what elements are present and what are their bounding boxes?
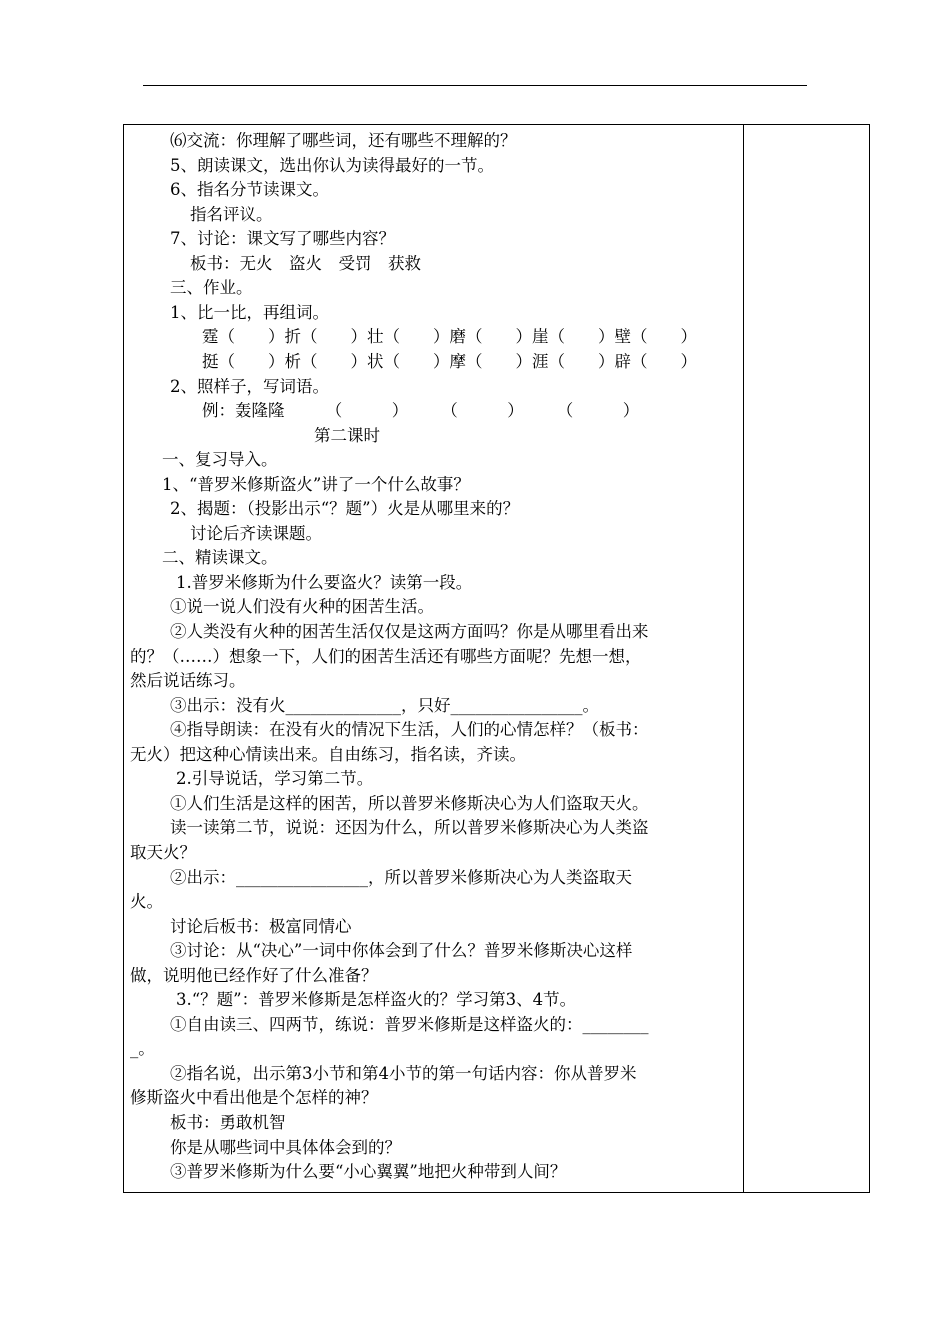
text-line: ③普罗米修斯为什么要“小心翼翼”地把火种带到人间？	[170, 1162, 567, 1182]
text-line: 2、揭题：（投影出示“？题”）火是从哪里来的？	[170, 499, 520, 519]
text-line: ①人们生活是这样的困苦，所以普罗米修斯决心为人们盗取天火。	[170, 793, 649, 813]
text-line: 2、照样子，写词语。	[170, 376, 329, 396]
text-line: 挺（ ）析（ ）状（ ）摩（ ）涯（ ）辟（ ）	[202, 351, 697, 371]
text-line: 你是从哪些词中具体体会到的？	[170, 1137, 401, 1157]
column-divider	[743, 125, 744, 1192]
text-line: 一、复习导入。	[162, 450, 278, 470]
text-line: 1、比一比，再组词。	[170, 302, 329, 322]
text-line: 修斯盗火中看出他是个怎样的神？	[130, 1088, 378, 1108]
text-line: 火。	[130, 892, 163, 912]
text-line: 3.“？题”：普罗米修斯是怎样盗火的？学习第3、4节。	[176, 990, 577, 1010]
text-line: 读一读第二节，说说：还因为什么，所以普罗米修斯决心为人类盗	[170, 818, 649, 838]
text-line: 1、“普罗米修斯盗火”讲了一个什么故事？	[162, 474, 470, 494]
text-line: 2.引导说话，学习第二节。	[176, 769, 374, 789]
text-line: 板书：勇敢机智	[170, 1113, 286, 1132]
text-line: 无火）把这种心情读出来。自由练习，指名读，齐读。	[130, 744, 526, 764]
text-line: 例：轰隆隆 （ ） （ ） （ ）	[202, 401, 640, 421]
text-line: 讨论后板书：极富同情心	[170, 916, 352, 936]
text-line: 指名评议。	[190, 204, 273, 224]
text-line: 霆（ ）折（ ）壮（ ）磨（ ）崖（ ）壁（ ）	[202, 327, 697, 347]
text-line: 二、精读课文。	[162, 548, 278, 568]
text-line: 的？（……）想象一下，人们的困苦生活还有哪些方面呢？先想一想，	[130, 646, 642, 666]
text-line: ⑹交流：你理解了哪些词，还有哪些不理解的？	[170, 131, 517, 150]
text-line: 讨论后齐读课题。	[190, 523, 322, 543]
text-line: 1.普罗米修斯为什么要盗火？读第一段。	[176, 572, 473, 592]
text-line: 6、指名分节读课文。	[170, 180, 329, 200]
text-line: _。	[130, 1039, 155, 1059]
text-line: ②指名说，出示第3小节和第4小节的第一句话内容：你从普罗米	[170, 1063, 637, 1083]
text-line: 5、朗读课文，选出你认为读得最好的一节。	[170, 155, 494, 175]
header-rule	[143, 85, 807, 86]
text-line: 第二课时	[314, 425, 380, 445]
text-line: ③讨论：从“决心”一词中你体会到了什么？普罗米修斯决心这样	[170, 941, 633, 961]
text-line: ②出示：________________，所以普罗米修斯决心为人类盗取天	[170, 867, 632, 887]
text-line: 做，说明他已经作好了什么准备？	[130, 965, 378, 985]
text-line: ③出示：没有火______________，只好________________。	[170, 695, 599, 715]
text-line: 7、讨论：课文写了哪些内容？	[170, 229, 395, 249]
text-line: 板书：无火 盗火 受罚 获救	[190, 253, 421, 273]
text-line: 三、作业。	[170, 278, 253, 298]
text-line: ④指导朗读：在没有火的情况下生活，人们的心情怎样？（板书：	[170, 720, 649, 740]
text-line: 然后说话练习。	[130, 671, 246, 691]
text-line: ①说一说人们没有火种的困苦生活。	[170, 597, 434, 617]
text-line: ①自由读三、四两节，练说：普罗米修斯是这样盗火的：________	[170, 1014, 649, 1034]
text-line: ②人类没有火种的困苦生活仅仅是这两方面吗？你是从哪里看出来	[170, 622, 649, 641]
text-line: 取天火？	[130, 842, 196, 862]
